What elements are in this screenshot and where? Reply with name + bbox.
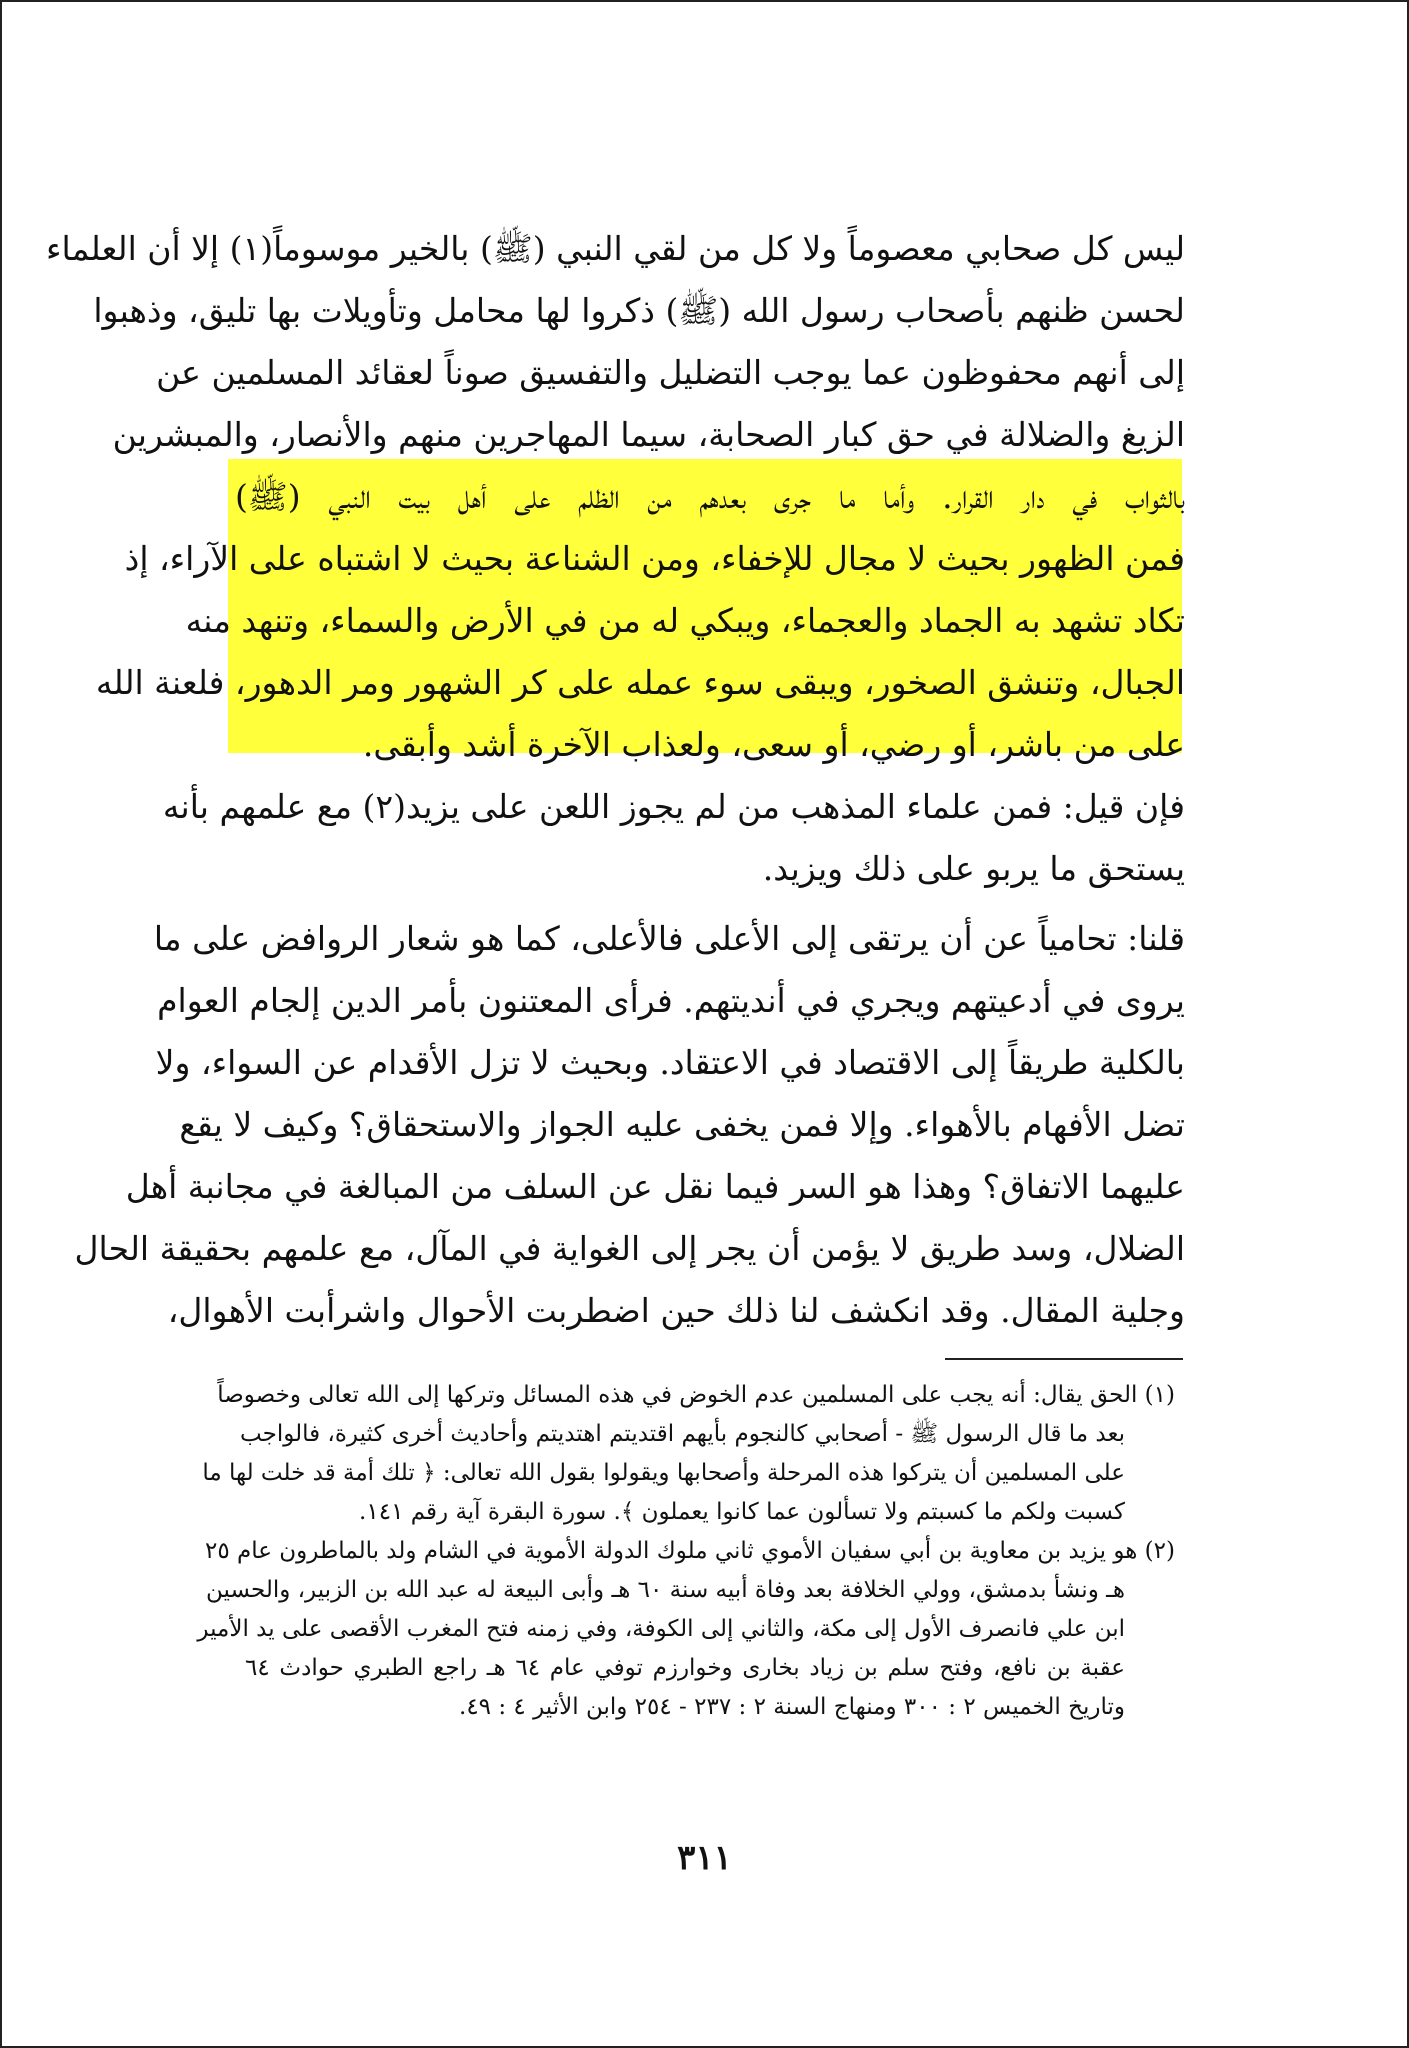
footnote-divider — [945, 1358, 1183, 1360]
text-line: إلى أنهم محفوظون عما يوجب التضليل والتفسيق صوناً لعقائد المسلمين عن — [156, 353, 1185, 392]
page-number: ٣١١ — [677, 1838, 732, 1878]
text-line: قلنا: تحامياً عن أن يرتقى إلى الأعلى فالأعلى، كما هو شعار الروافض على ما — [153, 919, 1185, 958]
footnote-1 — [202, 1376, 1175, 1532]
paragraph-answer — [74, 908, 1185, 1342]
footnote-line: على المسلمين أن يتركوا هذه المرحلة وأصحابها ويقولوا بقول الله تعالى: ﴿ تلك أمة قد خلت لها ما — [202, 1460, 1125, 1486]
footnote-line: وتاريخ الخميس ٢ : ٣٠٠ ومنهاج السنة ٢ : ٢٣٧ - ٢٥٤ وابن الأثير ٤ : ٤٩. — [459, 1694, 1125, 1720]
text-segment-highlighted: وأما ما جرى بعدهم من الظلم على أهل بيت النبي (ﷺ) — [235, 477, 915, 516]
highlighted-line: على من باشر، أو رضي، أو سعى، ولعذاب الآخرة أشد وأبقى. — [362, 725, 1185, 764]
footnote-line: كسبت ولكم ما كسبتم ولا تسألون عما كانوا يعملون ﴾. سورة البقرة آية رقم ١٤١. — [359, 1499, 1125, 1525]
paragraph-objection — [162, 776, 1185, 900]
footnote-line: ابن علي فانصرف الأول إلى مكة، والثاني إلى الكوفة، وفي زمنه فتح المغرب الأقصى على يد الأمير — [197, 1616, 1125, 1642]
text-line: الزيغ والضلالة في حق كبار الصحابة، سيما المهاجرين منهم والأنصار، والمبشرين — [112, 415, 1185, 454]
text-line: فإن قيل: فمن علماء المذهب من لم يجوز اللعن على يزيد(٢) مع علمهم بأنه — [162, 787, 1185, 826]
footnotes — [197, 1376, 1175, 1727]
text-line-mixed — [235, 466, 1185, 528]
footnote-line: هـ ونشأ بدمشق، وولي الخلافة بعد وفاة أبيه سنة ٦٠ هـ وأبى البيعة له عبد الله بن الزبير، والحسين — [206, 1577, 1125, 1603]
text-line: لحسن ظنهم بأصحاب رسول الله (ﷺ) ذكروا لها محامل وتأويلات بها تليق، وذهبوا — [93, 291, 1185, 330]
footnote-2 — [197, 1532, 1175, 1727]
text-line: ليس كل صحابي معصوماً ولا كل من لقي النبي (ﷺ) بالخير موسوماً(١) إلا أن العلماء — [46, 229, 1185, 268]
highlighted-line: تكاد تشهد به الجماد والعجماء، ويبكي له من في الأرض والسماء، وتنهد منه — [185, 601, 1185, 640]
text-line: عليهما الاتفاق؟ وهذا هو السر فيما نقل عن السلف من المبالغة في مجانبة أهل — [125, 1167, 1185, 1206]
footnote-line: (١) الحق يقال: أنه يجب على المسلمين عدم الخوض في هذه المسائل وتركها إلى الله تعالى وخصوصاً — [217, 1382, 1175, 1408]
text-line: وجلية المقال. وقد انكشف لنا ذلك حين اضطربت الأحوال واشرأبت الأهوال، — [167, 1291, 1185, 1330]
text-line: الضلال، وسد طريق لا يؤمن أن يجر إلى الغواية في المآل، مع علمهم بحقيقة الحال — [74, 1229, 1185, 1268]
text-line: تضل الأفهام بالأهواء. وإلا فمن يخفى عليه الجواز والاستحقاق؟ وكيف لا يقع — [179, 1105, 1185, 1144]
highlighted-line: فمن الظهور بحيث لا مجال للإخفاء، ومن الشناعة بحيث لا اشتباه على الآراء، إذ — [124, 539, 1185, 578]
highlighted-line: الجبال، وتنشق الصخور، ويبقى سوء عمله على كر الشهور ومر الدهور، فلعنة الله — [95, 663, 1185, 702]
paragraph-main — [46, 218, 1185, 776]
text-line: بالكلية طريقاً إلى الاقتصاد في الاعتقاد. وبحيث لا تزل الأقدام عن السواء، ولا — [155, 1043, 1185, 1082]
text-line: يستحق ما يربو على ذلك ويزيد. — [762, 849, 1185, 888]
text-segment-plain: بالثواب في دار القرار. — [942, 477, 1185, 516]
footnote-line: (٢) هو يزيد بن معاوية بن أبي سفيان الأموي ثاني ملوك الدولة الأموية في الشام ولد بالماطرون عام ٢٥ — [204, 1538, 1175, 1564]
footnote-line: بعد ما قال الرسول ﷺ - أصحابي كالنجوم بأيهم اقتديتم اهتديتم وأحاديث أخرى كثيرة، فالواجب — [240, 1421, 1125, 1447]
footnote-line: عقبة بن نافع، وفتح سلم بن زياد بخارى وخوارزم توفي عام ٦٤ هـ راجع الطبري حوادث ٦٤ — [245, 1655, 1125, 1681]
text-line: يروى في أدعيتهم ويجري في أنديتهم. فرأى المعتنون بأمر الدين إلجام العوام — [157, 981, 1185, 1020]
